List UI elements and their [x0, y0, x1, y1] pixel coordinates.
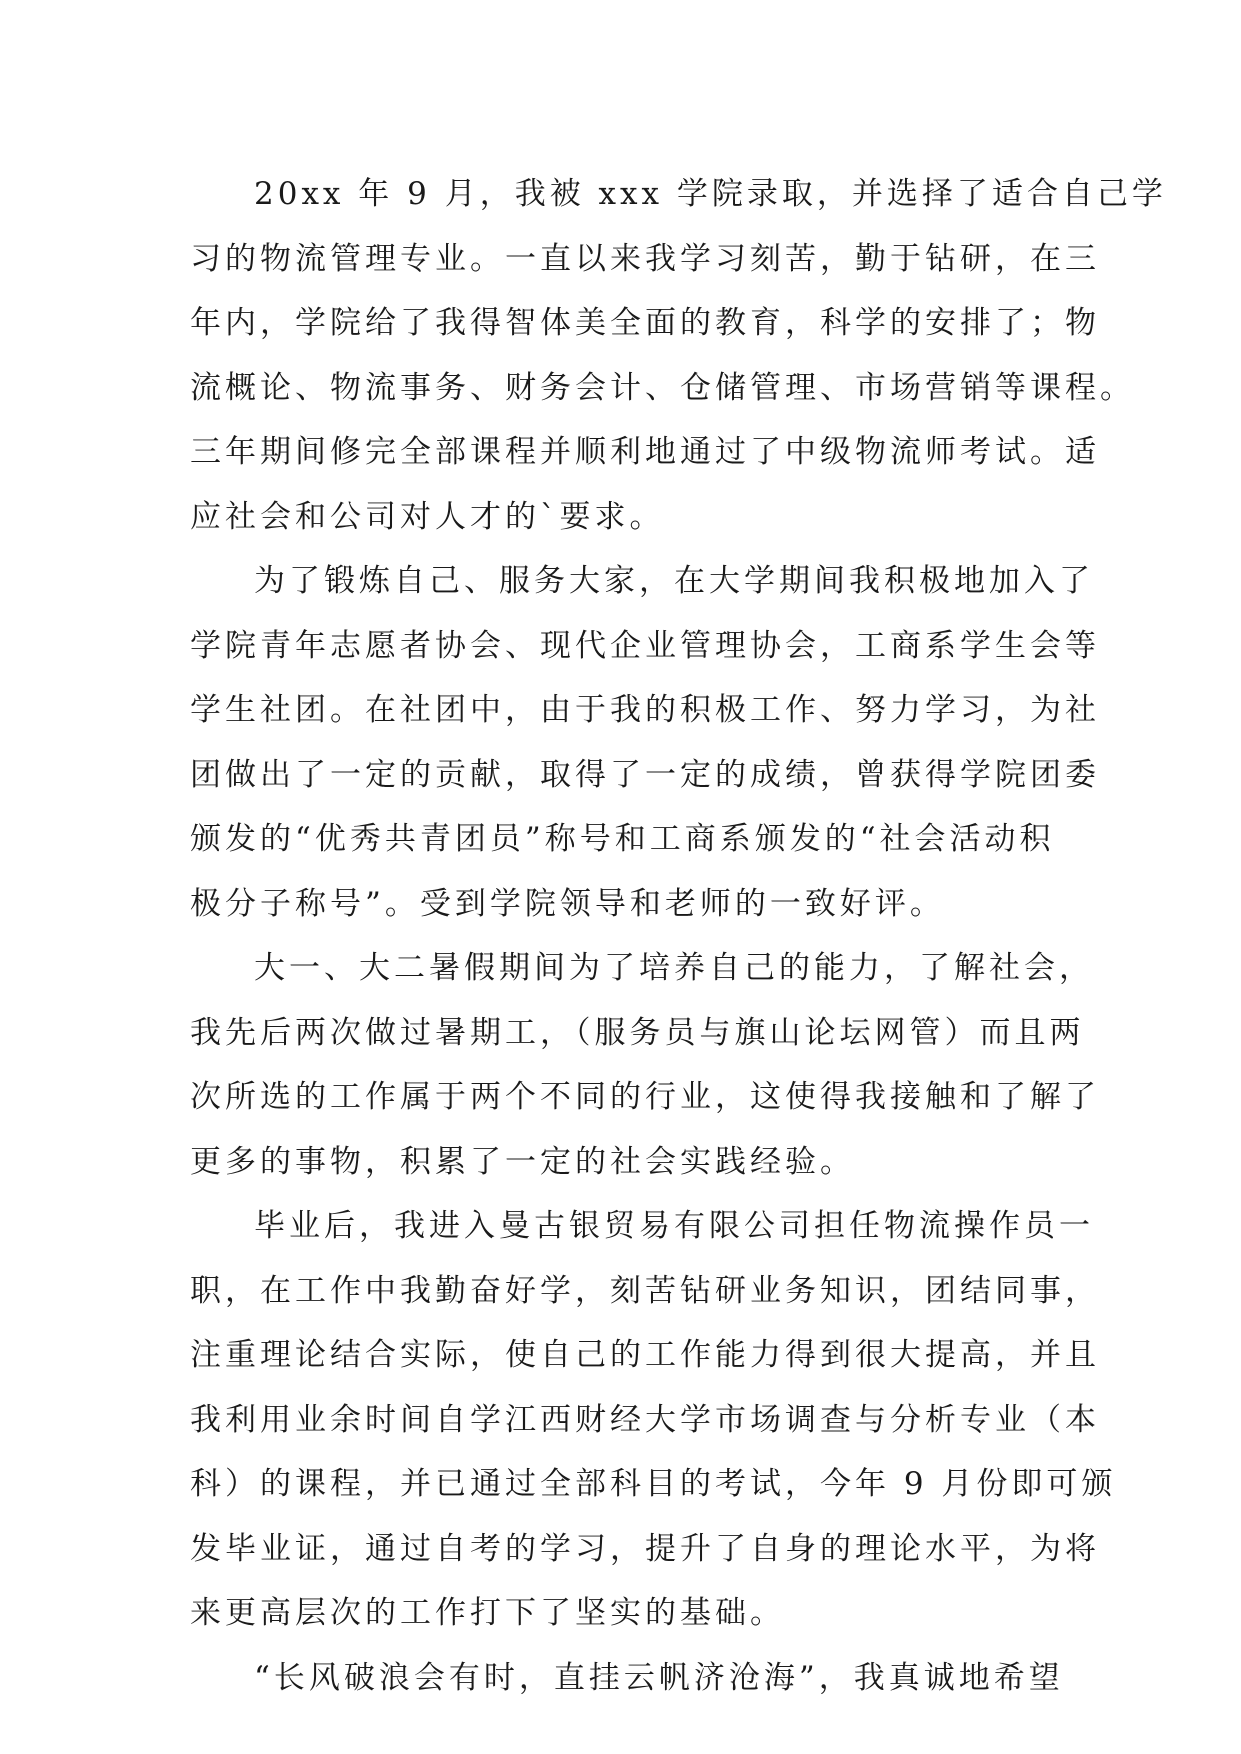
paragraph-4-line: 来更高层次的工作打下了坚实的基础。 — [190, 1595, 785, 1631]
paragraph-4-line: 科）的课程，并已通过全部科目的考试，今年 9 月份即可颁 — [190, 1466, 1117, 1502]
paragraph-2-line: 极分子称号”。受到学院领导和老师的一致好评。 — [190, 885, 945, 922]
paragraph-2-line: 学院青年志愿者协会、现代企业管理协会，工商系学生会等 — [190, 627, 1100, 664]
paragraph-1-line: 习的物流管理专业。一直以来我学习刻苦，勤于钻研，在三 — [190, 240, 1100, 277]
paragraph-4-line: 毕业后，我进入曼古银贸易有限公司担任物流操作员一 — [254, 1208, 1094, 1244]
paragraph-3-line: 我先后两次做过暑期工，（服务员与旗山论坛网管）而且两 — [190, 1014, 1085, 1051]
paragraph-2-line: 颁发的“优秀共青团员”称号和工商系颁发的“社会活动积 — [190, 821, 1055, 857]
paragraph-3-line: 更多的事物，积累了一定的社会实践经验。 — [190, 1143, 855, 1180]
document-body — [190, 162, 1167, 1710]
paragraph-4-line: 职，在工作中我勤奋好学，刻苦钻研业务知识，团结同事， — [190, 1272, 1100, 1309]
paragraph-2-line: 团做出了一定的贡献，取得了一定的成绩，曾获得学院团委 — [190, 756, 1100, 793]
paragraph-1-line: 应社会和公司对人才的`要求。 — [190, 498, 665, 535]
paragraph-2-line: 学生社团。在社团中，由于我的积极工作、努力学习，为社 — [190, 692, 1100, 728]
paragraph-1-line: 流概论、物流事务、财务会计、仓储管理、市场营销等课程。 — [190, 369, 1135, 406]
paragraph-1-line: 年内，学院给了我得智体美全面的教育，科学的安排了；物 — [190, 305, 1100, 341]
paragraph-3-line: 大一、大二暑假期间为了培养自己的能力，了解社会， — [254, 950, 1094, 986]
paragraph-4-line: 注重理论结合实际，使自己的工作能力得到很大提高，并且 — [190, 1337, 1100, 1373]
paragraph-3-line: 次所选的工作属于两个不同的行业，这使得我接触和了解了 — [190, 1079, 1100, 1115]
paragraph-4-line: 发毕业证，通过自考的学习，提升了自身的理论水平，为将 — [190, 1530, 1100, 1567]
paragraph-1-line: 20xx 年 9 月，我被 xxx 学院录取，并选择了适合自己学 — [254, 176, 1167, 212]
paragraph-2-line: 为了锻炼自己、服务大家，在大学期间我积极地加入了 — [254, 563, 1094, 599]
paragraph-4-line: 我利用业余时间自学江西财经大学市场调查与分析专业（本 — [190, 1401, 1100, 1438]
paragraph-1-line: 三年期间修完全部课程并顺利地通过了中级物流师考试。适 — [190, 434, 1100, 470]
paragraph-5-line: “长风破浪会有时，直挂云帆济沧海”，我真诚地希望 — [254, 1659, 1064, 1696]
